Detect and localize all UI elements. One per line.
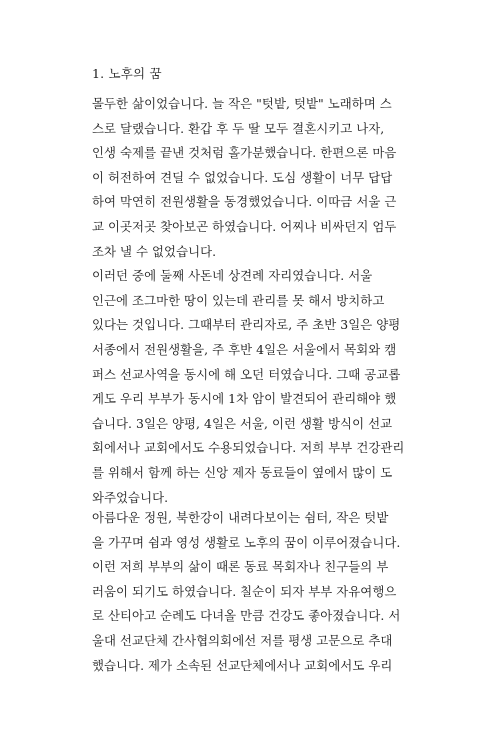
text-line: 울대 선교단체 간사협의회에선 저를 평생 고문으로 추대 — [92, 632, 393, 648]
text-line: 하여 막연히 전원생활을 동경했었습니다. 이따금 서울 근 — [92, 194, 397, 210]
text-line: 조차 낼 수 없었습니다. — [92, 243, 217, 259]
text-line: 러움이 되기도 하였습니다. 칠순이 되자 부부 자유여행으 — [92, 583, 397, 599]
text-line: 와주었습니다. — [92, 489, 169, 505]
body-text-block-1 — [92, 92, 410, 510]
body-text-block-2 — [92, 506, 410, 678]
text-line: 을 가꾸며 쉼과 영성 생활로 노후의 꿈이 이루어졌습니다. — [92, 534, 401, 550]
text-line: 스로 달랬습니다. 환갑 후 두 딸 모두 결혼시키고 나자, — [92, 120, 385, 136]
text-line: 인생 숙제를 끝낸 것처럼 홀가분했습니다. 한편으론 마음 — [92, 145, 397, 161]
text-line: 서종에서 전원생활을, 주 후반 4일은 서울에서 목회와 캠 — [92, 341, 397, 357]
text-line: 게도 우리 부부가 동시에 1차 암이 발견되어 관리해야 했 — [92, 391, 397, 407]
text-line: 를 위해서 함께 하는 신앙 제자 동료들이 옆에서 많이 도 — [92, 464, 393, 480]
text-line: 아름다운 정원, 북한강이 내려다보이는 쉼터, 작은 텃밭 — [92, 510, 389, 525]
text-line: 습니다. 3일은 양평, 4일은 서울, 이런 생활 방식이 선교 — [92, 415, 393, 431]
text-line: 퍼스 선교사역을 동시에 해 오던 터였습니다. 그때 공교롭 — [92, 366, 401, 382]
text-line: 이러던 중에 둘째 사돈네 상견례 자리였습니다. 서울 — [92, 268, 373, 284]
text-line: 했습니다. 제가 소속된 선교단체에서나 교회에서도 우리 — [92, 657, 393, 673]
text-line: 회에서나 교회에서도 수용되었습니다. 저희 부부 건강관리 — [92, 440, 405, 456]
text-line: 이런 저희 부부의 삶이 때론 동료 목회자나 친구들의 부 — [92, 559, 389, 575]
text-line: 몰두한 삶이었습니다. 늘 작은 "텃밭, 텃밭" 노래하며 스 — [92, 96, 392, 111]
section-title: 1. 노후의 꿈 — [92, 66, 162, 81]
text-line: 이 허전하여 견딜 수 없었습니다. 도심 생활이 너무 답답 — [92, 169, 393, 185]
text-line: 있다는 것입니다. 그때부터 관리자로, 주 초반 3일은 양평 — [92, 317, 401, 333]
text-line: 교 이곳저곳 찾아보곤 하였습니다. 어찌나 비싸던지 엄두 — [92, 218, 397, 234]
text-line: 로 산티아고 순례도 다녀올 만큼 건강도 좋아졌습니다. 서 — [92, 608, 401, 624]
text-line: 인근에 조그마한 땅이 있는데 관리를 못 해서 방치하고 — [92, 292, 385, 308]
